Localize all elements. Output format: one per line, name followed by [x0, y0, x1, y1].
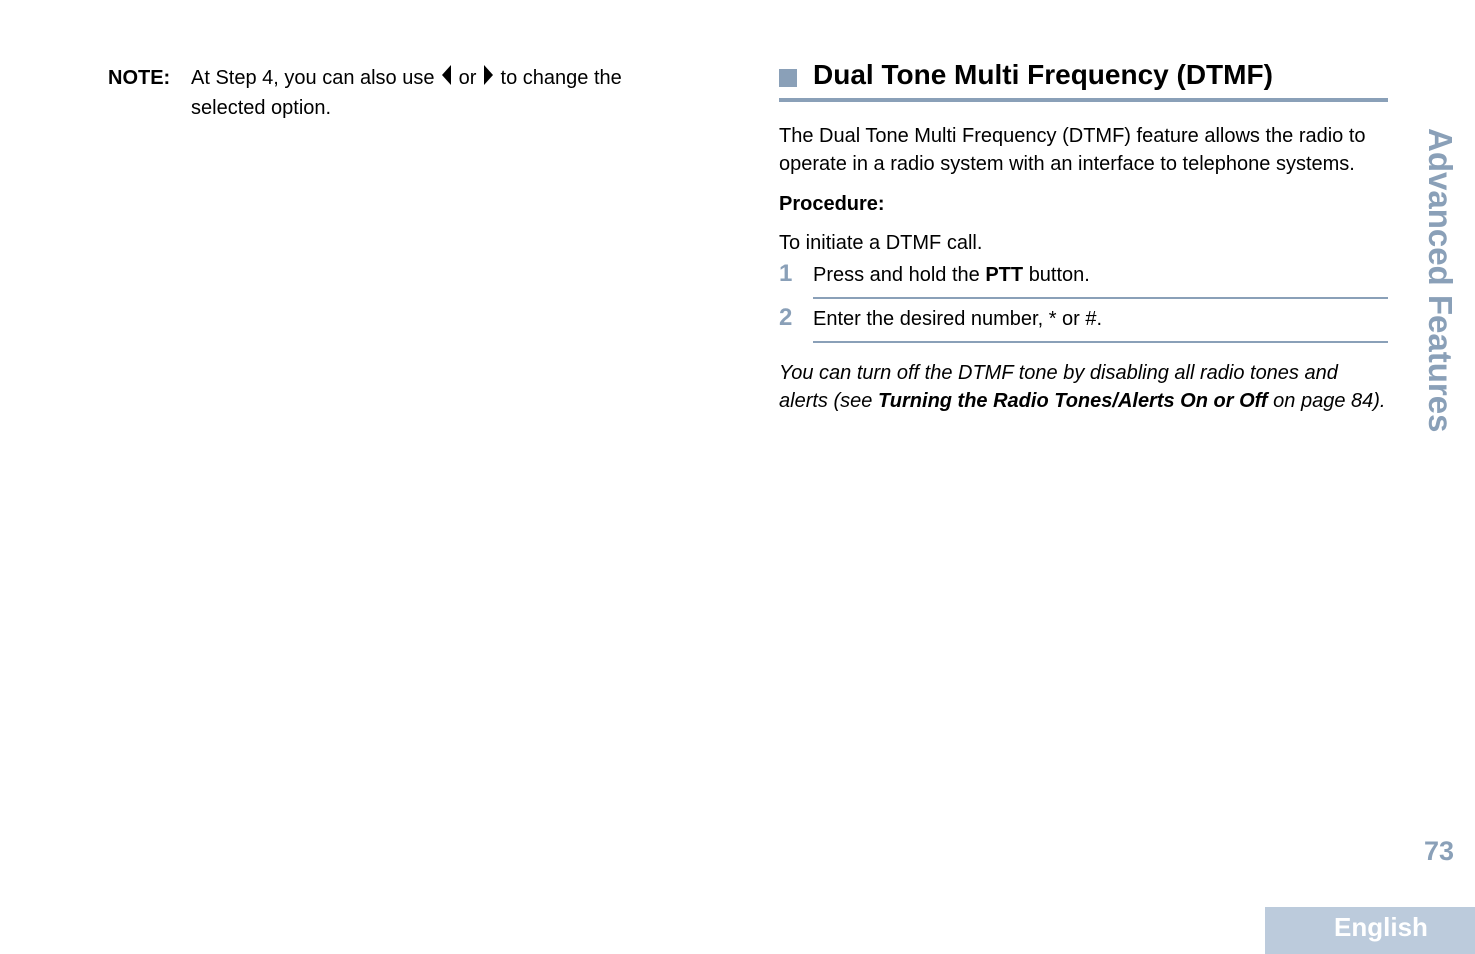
right-arrow-icon [484, 65, 493, 85]
heading-square-icon [779, 69, 797, 87]
note-label: NOTE: [108, 67, 171, 89]
step-text-before: Press and hold the [813, 264, 980, 286]
language-label: English [1334, 912, 1428, 942]
cross-reference-link[interactable]: Turning the Radio Tones/Alerts On or Off [877, 390, 1268, 412]
note-text-between: or [458, 67, 477, 89]
step-text: Enter the desired number, * or #. [813, 305, 1388, 343]
page-number: 73 [1423, 836, 1454, 866]
step-number: 1 [779, 260, 793, 287]
tip-text-after: on page 84). [1273, 390, 1386, 412]
step-text-after: button. [1028, 264, 1090, 286]
ptt-button-label: PTT [985, 264, 1024, 286]
step-2 [779, 303, 1388, 345]
tip-text-before: You can turn off the DTMF tone by disabling all radio tones and alerts (see [779, 362, 1338, 412]
chapter-side-title: Advanced Features [1422, 128, 1459, 433]
note-text-after: to change the selected option. [191, 67, 622, 119]
note-text-before: At Step 4, you can also use [191, 67, 435, 89]
note-text [191, 63, 691, 123]
step-1 [779, 259, 1388, 301]
section-title: Dual Tone Multi Frequency (DTMF) [813, 59, 1273, 90]
section-intro: The Dual Tone Multi Frequency (DTMF) feature allows the radio to operate in a radio system with an interface to telephone systems. [779, 125, 1366, 175]
step-text [813, 261, 1388, 299]
procedure-intro: To initiate a DTMF call. [779, 232, 983, 254]
left-arrow-icon [442, 65, 451, 85]
procedure-label: Procedure: [779, 193, 885, 215]
section-heading [779, 58, 1388, 102]
tip-text [779, 359, 1388, 415]
dtmf-section [779, 58, 1388, 435]
step-number: 2 [779, 304, 793, 331]
language-tab [1265, 907, 1475, 954]
